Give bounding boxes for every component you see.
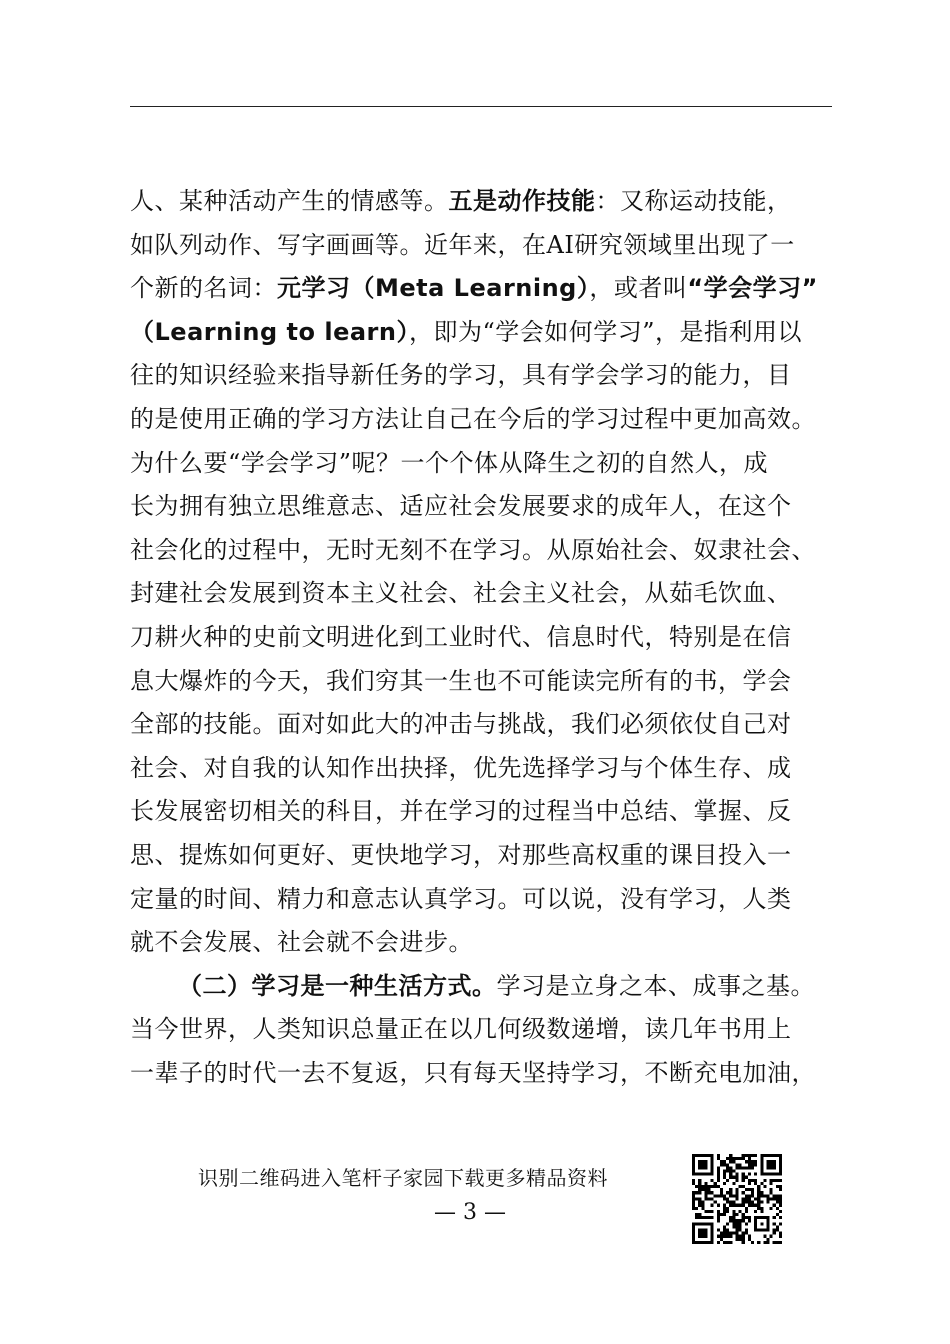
- text-segment: 封建社会发展到资本主义社会、社会主义社会，从茹毛饮血、: [130, 579, 792, 608]
- text-segment: 的是使用正确的学习方法让自己在今后的学习过程中更加高效。: [130, 404, 816, 433]
- text-segment: ：又称运动技能，: [595, 187, 792, 215]
- text-line: [130, 224, 860, 268]
- text-segment: 刀耕火种的史前文明进化到工业时代、信息时代，特别是在信: [130, 622, 792, 651]
- text-segment: 全部的技能。面对如此大的冲击与挑战，我们必须依仗自己对: [130, 710, 792, 739]
- text-line: [130, 790, 860, 834]
- text-segment: 思、提炼如何更好、更快地学习，对那些高权重的课目投入一: [130, 840, 792, 869]
- text-segment: 个新的名词：: [130, 274, 277, 303]
- text-line: [130, 747, 860, 791]
- text-line: [130, 442, 860, 486]
- text-segment: 往的知识经验来指导新任务的学习，具有学会学习的能力，目: [130, 361, 792, 390]
- text-line: [130, 398, 860, 442]
- bold-text-segment: 元学习（Meta Learning）: [277, 274, 590, 303]
- text-line: [130, 834, 860, 878]
- text-line: [130, 572, 860, 616]
- text-line: [130, 965, 860, 1009]
- qr-promo-text: 识别二维码进入笔杆子家园下载更多精品资料: [198, 1166, 608, 1190]
- text-line: [130, 180, 860, 224]
- qr-code-icon[interactable]: [692, 1154, 782, 1244]
- text-segment: 长发展密切相关的科目，并在学习的过程当中总结、掌握、反: [130, 797, 792, 826]
- text-segment: 就不会发展、社会就不会进步。: [130, 928, 473, 957]
- text-line: [130, 921, 860, 965]
- bold-text-segment: （Learning to learn）: [130, 317, 409, 346]
- text-segment: 定量的时间、精力和意志认真学习。可以说，没有学习，人类: [130, 884, 792, 913]
- text-segment: ，或者叫: [589, 274, 688, 303]
- text-line: [130, 354, 860, 398]
- document-body: [130, 180, 860, 1095]
- header-rule: [130, 106, 832, 107]
- text-line: [130, 529, 860, 573]
- text-segment: 息大爆炸的今天，我们穷其一生也不可能读完所有的书，学会: [130, 666, 792, 695]
- text-line: [130, 485, 860, 529]
- text-segment: 一辈子的时代一去不复返，只有每天坚持学习，不断充电加油，: [130, 1058, 816, 1087]
- text-line: [130, 267, 860, 311]
- text-segment: 社会化的过程中，无时无刻不在学习。从原始社会、奴隶社会、: [130, 535, 816, 564]
- page-number: — 3 —: [434, 1200, 506, 1225]
- text-line: [130, 1052, 860, 1096]
- text-segment: 当今世界，人类知识总量正在以几何级数递增，读几年书用上: [130, 1015, 792, 1044]
- bold-text-segment: （二）学习是一种生活方式。: [178, 971, 497, 1000]
- text-segment: ，即为“学会如何学习”，是指利用以: [408, 317, 803, 346]
- bold-text-segment: 五是动作技能: [448, 187, 596, 215]
- text-line: [130, 703, 860, 747]
- text-line: [130, 311, 860, 355]
- text-line: [130, 878, 860, 922]
- text-segment: 如队列动作、写字画画等。近年来，在AI研究领域里出现了一: [130, 230, 795, 259]
- text-segment: 为什么要“学会学习”呢？一个个体从降生之初的自然人，成: [130, 448, 769, 477]
- text-segment: 长为拥有独立思维意志、适应社会发展要求的成年人，在这个: [130, 492, 792, 521]
- text-line: [130, 1008, 860, 1052]
- text-line: [130, 660, 860, 704]
- text-segment: 社会、对自我的认知作出抉择，优先选择学习与个体生存、成: [130, 753, 792, 782]
- text-line: [130, 616, 860, 660]
- bold-text-segment: “学会学习”: [687, 274, 818, 303]
- text-segment: 学习是立身之本、成事之基。: [496, 971, 815, 1000]
- text-segment: 人、某种活动产生的情感等。: [130, 187, 449, 215]
